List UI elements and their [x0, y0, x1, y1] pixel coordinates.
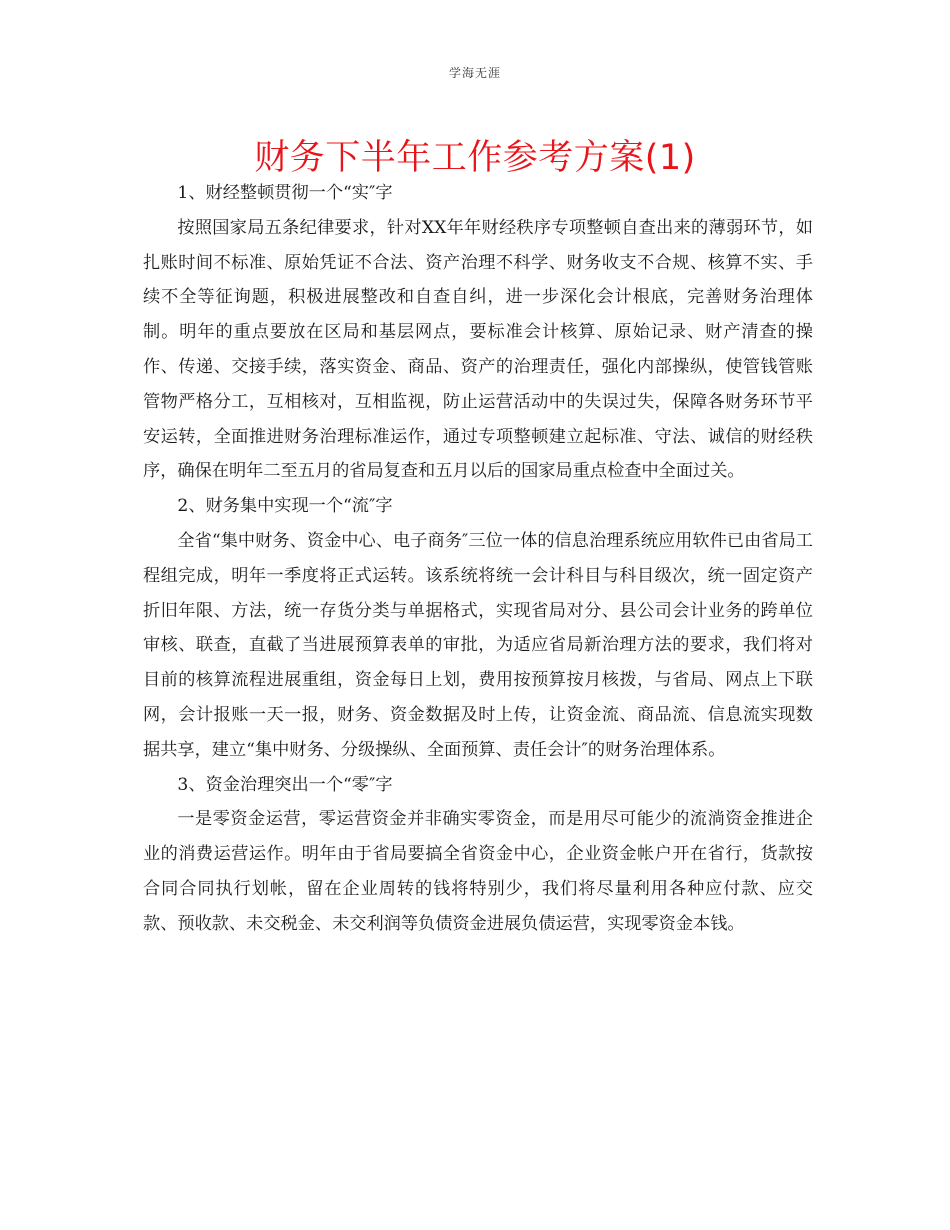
paragraph-1: 按照国家局五条纪律要求，针对XX年年财经秩序专项整顿自查出来的薄弱环节，如扎账时间不标准、原始凭证不合法、资产治理不科学、财务收支不合规、核算不实、手续不全等征询题，积极进展整改和自查自纠，进一步深化会计根底，完善财务治理体制。明年的重点要放在区局和基层网点，要标准会计核算、原始记录、财产清查的操作、传递、交接手续，落实资金、商品、资产的治理责任，强化内部操纵，使管钱管账管物严格分工，互相核对，互相监视，防止运营活动中的失误过失，保障各财务环节平安运转，全面推进财务治理标准运作，通过专项整顿建立起标准、守法、诚信的财经秩序，确保在明年二至五月的省局复查和五月以后的国家局重点检查中全面过关。: [143, 217, 813, 482]
document-title: 财务下半年工作参考方案(1): [254, 138, 696, 178]
paragraph-2: 全省“集中财务、资金中心、电子商务″三位一体的信息治理系统应用软件已由省局工程组完成，明年一季度将正式运转。该系统将统一会计科目与科目级次，统一固定资产折旧年限、方法，统一存货分类与单据格式，实现省局对分、县公司会计业务的跨单位审核、联查，直截了当进展预算表单的审批，为适应省局新治理方法的要求，我们将对目前的核算流程进展重组，资金每日上划，费用按预算按月核拨，与省局、网点上下联网，会计报账一天一报，财务、资金数据及时上传，让资金流、商品流、信息流实现数据共享，建立“集中财务、分级操纵、全面预算、责任会计″的财务治理体系。: [143, 530, 813, 760]
paragraph-3: 一是零资金运营，零运营资金并非确实零资金，而是用尽可能少的流淌资金推进企业的消费运营运作。明年由于省局要搞全省资金中心，企业资金帐户开在省行，货款按合同合同执行划帐，留在企业周转的钱将特别少，我们将尽量利用各种应付款、应交款、预收款、未交税金、未交利润等负债资金进展负债运营，实现零资金本钱。: [143, 809, 813, 934]
section-heading-3: 3、资金治理突出一个“零″字: [177, 774, 393, 795]
header-watermark: 学海无涯: [448, 66, 501, 80]
section-heading-2: 2、财务集中实现一个“流″字: [177, 496, 393, 517]
section-heading-1: 1、财经整顿贯彻一个“实″字: [177, 183, 393, 203]
document-body: [143, 176, 813, 942]
